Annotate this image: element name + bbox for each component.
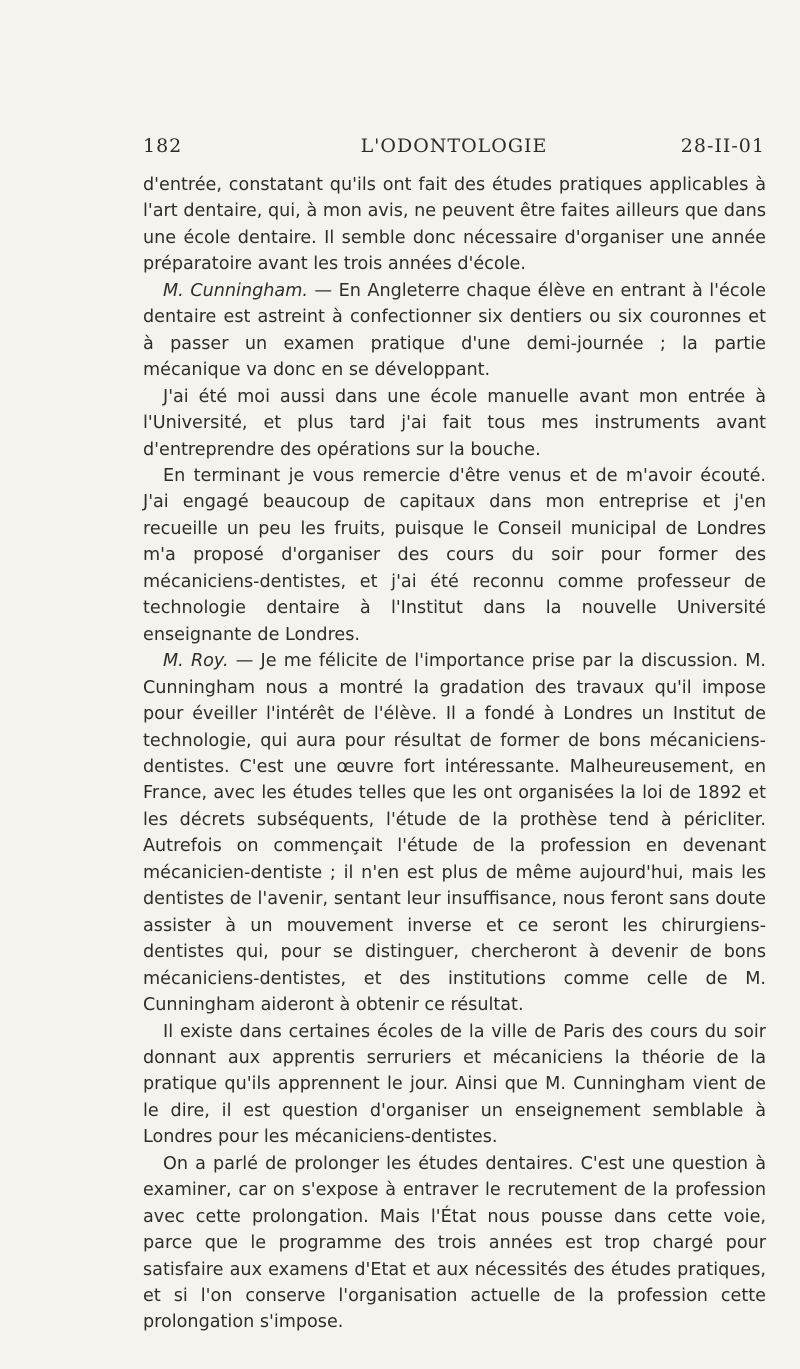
speaker-name: M. Cunningham.	[163, 280, 308, 301]
paragraph-text: J'ai été moi aussi dans une école manuelle avant mon entrée à l'Université, et plus tard j'ai fait tous mes instruments avant d'entreprendre des opérations sur la bouche.	[143, 386, 766, 460]
paragraph-text: — Je me félicite de l'importance prise par la discussion. M. Cunningham nous a montré la gradation des travaux qu'il impose pour éveiller l'intérêt de l'élève. Il a fondé à Londres un Institut de technologie, qui aura pour résultat de former de bons mécaniciens-dentistes. C'est une œuvre fort intéressante. Malheureusement, en France, avec les études telles que les ont organisées la loi de 1892 et les décrets subséquents, l'étude de la prothèse tend à péricliter. Autrefois on commençait l'étude de la profession en devenant mécanicien-dentiste ; il n'en est plus de même aujourd'hui, mais les dentistes de l'avenir, sentant leur insuffisance, nous feront sans doute assister à un mouvement inverse et ce seront les chirurgiens-dentistes qui, pour se distinguer, chercheront à devenir de bons mécaniciens-dentistes, et des institutions comme celle de M. Cunningham aideront à obtenir ce résultat.	[143, 651, 766, 1016]
paragraph-text: Il existe dans certaines écoles de la ville de Paris des cours du soir donnant aux apprentis serruriers et mécaniciens la théorie de la pratique qu'ils apprennent le jour. Ainsi que M. Cunningham vient de le dire, il est question d'organiser un enseignement semblable à Londres pour les mécaniciens-dentistes.	[143, 1021, 766, 1148]
paragraph	[143, 172, 766, 278]
issue-date: 28-II-01	[680, 135, 765, 157]
body-text	[143, 172, 766, 1336]
running-header	[143, 135, 765, 163]
speaker-name: M. Roy.	[163, 651, 229, 672]
paragraph-text: On a parlé de prolonger les études dentaires. C'est une question à examiner, car on s'expose à entraver le recrutement de la profession avec cette prolongation. Mais l'État nous pousse dans cette voie, parce que le programme des trois années est trop chargé pour satisfaire aux examens d'Etat et aux nécessités des études pratiques, et si l'on conserve l'organisation actuelle de la profession cette prolongation s'impose.	[143, 1153, 766, 1333]
paragraph	[143, 1019, 766, 1151]
paragraph-text: En terminant je vous remercie d'être venus et de m'avoir écouté. J'ai engagé beaucoup de capitaux dans mon entreprise et j'en recueille un peu les fruits, puisque le Conseil municipal de Londres m'a proposé d'organiser des cours du soir pour former des mécaniciens-dentistes, et j'ai été reconnu comme professeur de technologie dentaire à l'Institut dans la nouvelle Université enseignante de Londres.	[143, 465, 766, 645]
page-number: 182	[143, 135, 183, 157]
paragraph	[143, 384, 766, 463]
paragraph	[143, 1151, 766, 1336]
paragraph-text: d'entrée, constatant qu'ils ont fait des études pratiques applicables à l'art dentaire, qui, à mon avis, ne peuvent être faites ailleurs que dans une école dentaire. Il semble donc nécessaire d'organiser une année préparatoire avant les trois années d'école.	[143, 175, 766, 275]
paragraph	[143, 648, 766, 1018]
paragraph	[143, 463, 766, 648]
journal-title: L'ODONTOLOGIE	[360, 135, 548, 157]
paragraph-text: — En Angleterre chaque élève en entrant à l'école dentaire est astreint à confectionner six dentiers ou six couronnes et à passer un examen pratique d'une demi-journée ; la partie mécanique va donc en se développant.	[143, 280, 766, 381]
paragraph	[143, 278, 766, 384]
